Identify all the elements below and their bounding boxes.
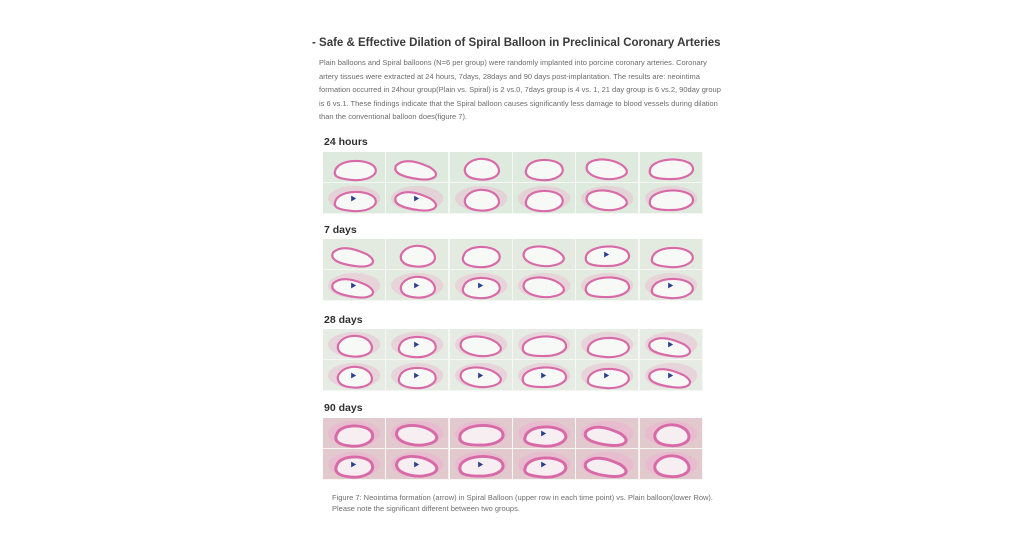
histology-panel — [576, 418, 639, 449]
label-90-days: 90 days — [324, 402, 363, 414]
histology-panel — [640, 329, 703, 360]
histology-panel — [323, 183, 386, 214]
histology-panel — [323, 360, 386, 391]
histology-panel — [576, 270, 639, 301]
label-28-days: 28 days — [324, 314, 363, 326]
document-page — [282, 0, 742, 552]
histology-panel — [450, 183, 513, 214]
histology-panel — [640, 183, 703, 214]
figure-caption: Figure 7: Neointima formation (arrow) in Spiral Balloon (upper row in each time point) vs. Plain balloon(lower Row). Please note the significant different between two groups. — [332, 493, 713, 513]
histology-grid-28-days — [323, 329, 703, 391]
histology-panel — [513, 152, 576, 183]
histology-panel — [386, 360, 449, 391]
histology-panel — [513, 418, 576, 449]
histology-panel — [576, 239, 639, 270]
histology-panel — [450, 152, 513, 183]
histology-panel — [450, 270, 513, 301]
label-7-days: 7 days — [324, 224, 357, 236]
histology-panel — [323, 239, 386, 270]
histology-panel — [450, 449, 513, 480]
histology-panel — [513, 270, 576, 301]
histology-panel — [576, 449, 639, 480]
histology-panel — [323, 418, 386, 449]
histology-panel — [640, 270, 703, 301]
histology-panel — [323, 152, 386, 183]
histology-panel — [513, 183, 576, 214]
histology-panel — [513, 449, 576, 480]
histology-grid-7-days — [323, 239, 703, 301]
histology-panel — [576, 329, 639, 360]
histology-panel — [450, 360, 513, 391]
histology-panel — [323, 329, 386, 360]
histology-panel — [323, 449, 386, 480]
histology-panel — [386, 270, 449, 301]
description-paragraph: Plain balloons and Spiral balloons (N=6 per group) were randomly implanted into porcine coronary arteries. Coronary artery tissues were extracted at 24 hours, 7days, 28days and 90 days post-implantation. The results are: neointima formation occurred in 24hour group(Plain vs. Spiral) is 2 vs.0, 7days group is 4 vs. 1, 21 day group is 6 vs.2, 90day group is 6 vs.1. These findings indicate that the Spiral balloon causes significantly less damage to blood vessels during dilation than the conventional balloon does(figure 7). — [319, 58, 721, 121]
histology-panel — [513, 360, 576, 391]
histology-panel — [513, 329, 576, 360]
histology-panel — [323, 270, 386, 301]
histology-panel — [576, 152, 639, 183]
histology-panel — [576, 183, 639, 214]
histology-panel — [386, 329, 449, 360]
histology-panel — [640, 449, 703, 480]
histology-grid-90-days — [323, 418, 703, 480]
histology-panel — [450, 239, 513, 270]
histology-panel — [386, 418, 449, 449]
histology-panel — [386, 183, 449, 214]
label-24-hours: 24 hours — [324, 136, 368, 148]
histology-panel — [640, 360, 703, 391]
histology-panel — [386, 449, 449, 480]
section-title: - Safe & Effective Dilation of Spiral Balloon in Preclinical Coronary Arteries — [312, 37, 721, 49]
histology-panel — [450, 418, 513, 449]
histology-panel — [640, 239, 703, 270]
histology-panel — [640, 152, 703, 183]
histology-grid-24-hours — [323, 152, 703, 214]
histology-panel — [513, 239, 576, 270]
histology-panel — [386, 239, 449, 270]
histology-panel — [450, 329, 513, 360]
histology-panel — [640, 418, 703, 449]
histology-panel — [576, 360, 639, 391]
histology-panel — [386, 152, 449, 183]
